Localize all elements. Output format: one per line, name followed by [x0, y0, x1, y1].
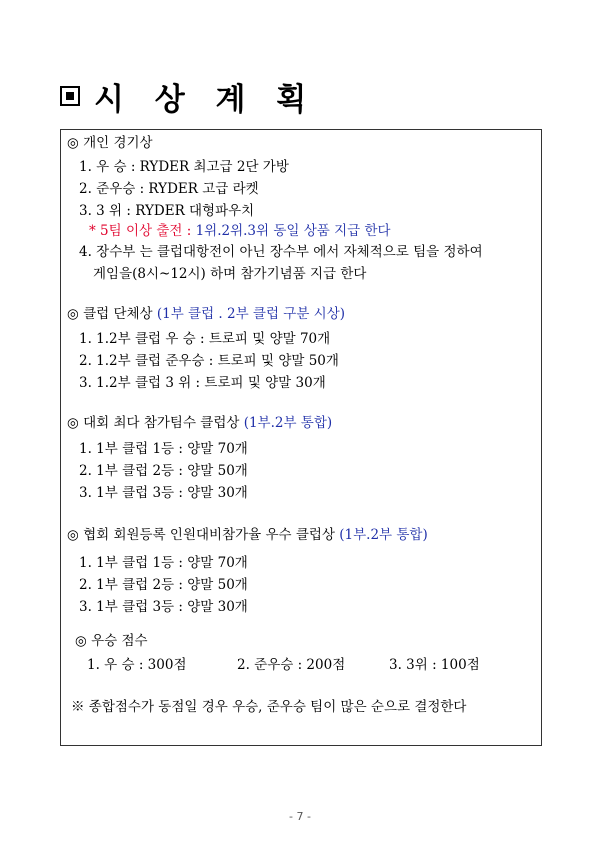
page-title	[60, 76, 316, 116]
registration-item-3: 3. 1부 클럽 3등 : 양말 30개	[79, 599, 248, 615]
registration-item-2: 2. 1부 클럽 2등 : 양말 50개	[79, 577, 248, 593]
individual-item-4-line1: 4. 장수부 는 클럽대항전이 아닌 장수부 에서 자체적으로 팀을 정하여	[79, 244, 483, 260]
points-header: ◎ 우승 점수	[75, 633, 148, 649]
points-item-1: 1. 우 승 : 300점	[87, 657, 187, 673]
club-item-2: 2. 1.2부 클럽 준우승 : 트로피 및 양말 50개	[79, 353, 339, 369]
participation-header	[67, 414, 332, 432]
club-header-note: (1부 클럽 . 2부 클럽 구분 시상)	[156, 306, 346, 322]
individual-item-1: 1. 우 승 : RYDER 최고급 2단 가방	[79, 159, 289, 175]
page-number: - 7 -	[289, 810, 311, 823]
square-bullet-icon	[60, 86, 80, 106]
participation-item-2: 2. 1부 클럽 2등 : 양말 50개	[79, 463, 248, 479]
club-item-3: 3. 1.2부 클럽 3 위 : 트로피 및 양말 30개	[79, 375, 326, 391]
participation-item-3: 3. 1부 클럽 3등 : 양말 30개	[79, 485, 248, 501]
participation-item-1: 1. 1부 클럽 1등 : 양말 70개	[79, 441, 248, 457]
individual-note	[89, 222, 391, 240]
registration-header-note: (1부.2부 통합)	[339, 527, 428, 543]
participation-header-text: ◎ 대회 최다 참가팀수 클럽상	[67, 415, 244, 431]
registration-item-1: 1. 1부 클럽 1등 : 양말 70개	[79, 555, 248, 571]
note-blue: 1위.2위.3위 동일 상품 지급 한다	[195, 223, 391, 239]
club-header	[67, 305, 345, 323]
award-plan-box	[60, 129, 542, 746]
registration-header-text: ◎ 협회 회원등록 인원대비참가율 우수 클럽상	[67, 527, 340, 543]
points-item-3: 3. 3위 : 100점	[389, 657, 480, 673]
individual-item-2: 2. 준우승 : RYDER 고급 라켓	[79, 181, 259, 197]
tiebreak-footnote: ※ 종합점수가 동점일 경우 우승, 준우승 팀이 많은 순으로 결정한다	[71, 699, 467, 715]
title-text: 시 상 계 획	[94, 81, 317, 118]
points-item-2: 2. 준우승 : 200점	[237, 657, 346, 673]
participation-header-note: (1부.2부 통합)	[243, 415, 333, 431]
note-red: * 5팀 이상 출전 :	[89, 223, 196, 239]
club-header-text: ◎ 클럽 단체상	[67, 306, 157, 322]
registration-header	[67, 526, 428, 544]
individual-item-3: 3. 3 위 : RYDER 대형파우치	[79, 203, 255, 219]
individual-item-4-line2: 게임을(8시~12시) 하며 참가기념품 지급 한다	[93, 266, 367, 282]
club-item-1: 1. 1.2부 클럽 우 승 : 트로피 및 양말 70개	[79, 331, 331, 347]
individual-header: ◎ 개인 경기상	[67, 135, 153, 151]
